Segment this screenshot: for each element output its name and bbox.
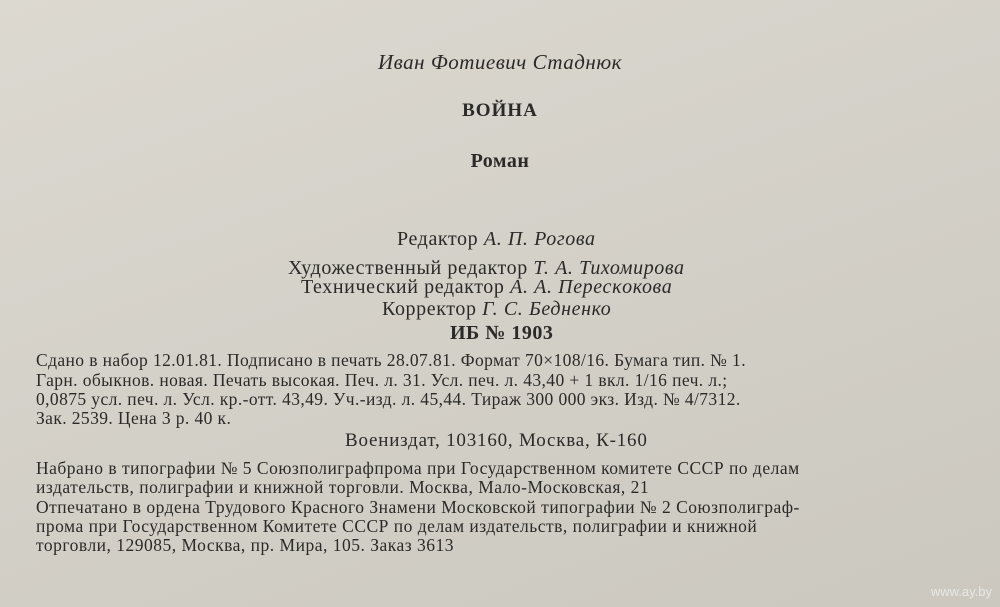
imprint-line: 0,0875 усл. печ. л. Усл. кр.-отт. 43,49. Уч.-изд. л. 45,44. Тираж 300 000 экз. Изд. № 4/7312. bbox=[36, 389, 741, 409]
credit-proofreader bbox=[382, 298, 611, 321]
author-name: Иван Фотиевич Стаднюк bbox=[378, 50, 622, 74]
credit-name: Г. С. Бедненко bbox=[482, 298, 612, 320]
credit-role: Корректор bbox=[382, 298, 477, 320]
credit-name: А. А. Пересκокова bbox=[510, 276, 673, 298]
credit-tech-editor bbox=[301, 276, 672, 299]
credit-role: Редактор bbox=[397, 228, 479, 250]
book-genre: Роман bbox=[470, 150, 530, 172]
credit-editor bbox=[397, 228, 596, 251]
imprint-line: Зак. 2539. Цена 3 р. 40 к. bbox=[36, 408, 232, 428]
publisher-address: Воениздат, 103160, Москва, К-160 bbox=[345, 430, 648, 451]
site-watermark: www.ay.by bbox=[930, 584, 992, 599]
credit-name: Т. А. Тихомирова bbox=[533, 257, 685, 279]
printing-line: Отпечатано в ордена Трудового Красного Знамени Московской типографии № 2 Союзполиграф- bbox=[36, 497, 800, 517]
printing-line: Набрано в типографии № 5 Союзполиграфпрома при Государственном комитете СССР по делам bbox=[36, 458, 800, 478]
printing-line: издательств, полиграфии и книжной торговли. Москва, Мало-Московская, 21 bbox=[36, 477, 650, 497]
ib-number: ИБ № 1903 bbox=[450, 322, 554, 344]
credit-role: Технический редактор bbox=[301, 276, 505, 298]
imprint-line: Гарн. обыкнов. новая. Печать высокая. Печ. л. 31. Усл. печ. л. 43,40 + 1 вкл. 1/16 печ. л.; bbox=[36, 370, 728, 390]
printing-line: прома при Государственном Комитете СССР по делам издательств, полиграфии и книжной bbox=[36, 516, 758, 536]
printing-line: торговли, 129085, Москва, пр. Мира, 105. Заказ 3613 bbox=[36, 535, 455, 555]
credit-name: А. П. Рогова bbox=[483, 228, 596, 250]
imprint-line: Сдано в набор 12.01.81. Подписано в печать 28.07.81. Формат 70×108/16. Бумага тип. № 1. bbox=[36, 350, 746, 370]
book-title: ВОЙНА bbox=[462, 100, 538, 121]
credit-role: Художественный редактор bbox=[288, 257, 528, 279]
